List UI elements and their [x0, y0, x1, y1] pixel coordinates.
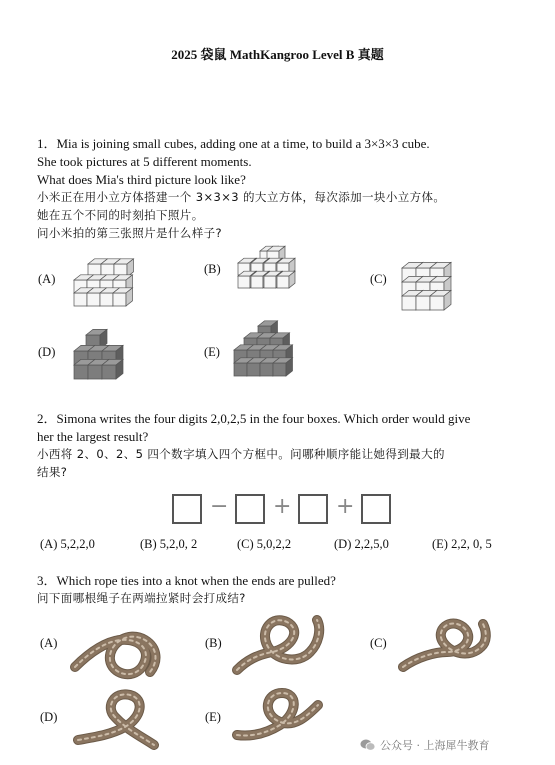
- q3-option-d-rope: [70, 685, 165, 760]
- operator-plus-2: +: [336, 494, 355, 519]
- q2-option-d[interactable]: (D) 2,2,5,0: [334, 537, 389, 551]
- watermark-text: 公众号 · 上海犀牛教育: [380, 739, 490, 752]
- q2-cn-line-2: 结果?: [37, 465, 68, 479]
- answer-box-3[interactable]: [298, 494, 328, 524]
- answer-box-4[interactable]: [361, 494, 391, 524]
- q1-en-line-3: What does Mia's third picture look like?: [37, 172, 246, 187]
- q2-en-line-2: her the largest result?: [37, 429, 149, 444]
- q1-cn-line-2: 她在五个不同的时刻拍下照片。: [37, 208, 204, 222]
- q3-option-c-label[interactable]: (C): [370, 636, 387, 650]
- answer-box-1[interactable]: [172, 494, 202, 524]
- q3-option-b-rope: [232, 610, 327, 685]
- q1-option-c-label[interactable]: (C): [370, 272, 387, 286]
- q3-option-b-label[interactable]: (B): [205, 636, 222, 650]
- q1-option-e-label[interactable]: (E): [204, 345, 220, 359]
- q3-option-a-label[interactable]: (A): [40, 636, 58, 650]
- q2-option-b[interactable]: (B) 5,2,0, 2: [140, 537, 198, 551]
- q1-option-b-label[interactable]: (B): [204, 262, 221, 276]
- q1-option-d-label[interactable]: (D): [38, 345, 56, 359]
- q3-option-c-rope: [395, 612, 490, 687]
- watermark: [360, 737, 490, 753]
- q1-option-a-label[interactable]: (A): [38, 272, 56, 286]
- q2-option-a[interactable]: (A) 5,2,2,0: [40, 537, 95, 551]
- q1-option-b-cubes: [230, 245, 310, 295]
- wechat-icon: [360, 738, 376, 752]
- q1-en-line-2: She took pictures at 5 different moments.: [37, 154, 252, 169]
- q2-option-c[interactable]: (C) 5,0,2,2: [237, 537, 292, 551]
- q1-option-e-cubes: [230, 320, 310, 382]
- q2-cn-line-1: 小西将 2、0、2、5 四个数字填入四个方框中。问哪种顺序能让她得到最大的: [37, 447, 445, 461]
- q1-option-a-cubes: [68, 250, 148, 310]
- q1-option-c-cubes: [392, 250, 472, 310]
- q3-en-line: 3．Which rope ties into a knot when the ends are pulled?: [37, 573, 336, 588]
- q1-en-line-1: 1．Mia is joining small cubes, adding one at a time, to build a 3×3×3 cube.: [37, 136, 430, 151]
- q1-option-d-cubes: [68, 327, 148, 382]
- q2-en-line-1: 2．Simona writes the four digits 2,0,2,5 in the four boxes. Which order would give: [37, 411, 471, 426]
- q3-option-e-rope: [232, 685, 327, 760]
- q1-cn-line-3: 问小米拍的第三张照片是什么样子?: [37, 226, 223, 240]
- operator-plus-1: +: [273, 494, 292, 519]
- q2-option-e[interactable]: (E) 2,2, 0, 5: [432, 537, 492, 551]
- answer-box-2[interactable]: [235, 494, 265, 524]
- q3-option-e-label[interactable]: (E): [205, 710, 221, 724]
- page-title: 2025 袋鼠 MathKangroo Level B 真题: [171, 47, 384, 62]
- q3-cn-line: 问下面哪根绳子在两端拉紧时会打成结?: [37, 591, 246, 605]
- q1-cn-line-1: 小米正在用小立方体搭建一个 3×3×3 的大立方体，每次添加一块小立方体。: [37, 190, 446, 204]
- operator-minus: −: [210, 494, 229, 519]
- q3-option-a-rope: [70, 612, 165, 687]
- q3-option-d-label[interactable]: (D): [40, 710, 58, 724]
